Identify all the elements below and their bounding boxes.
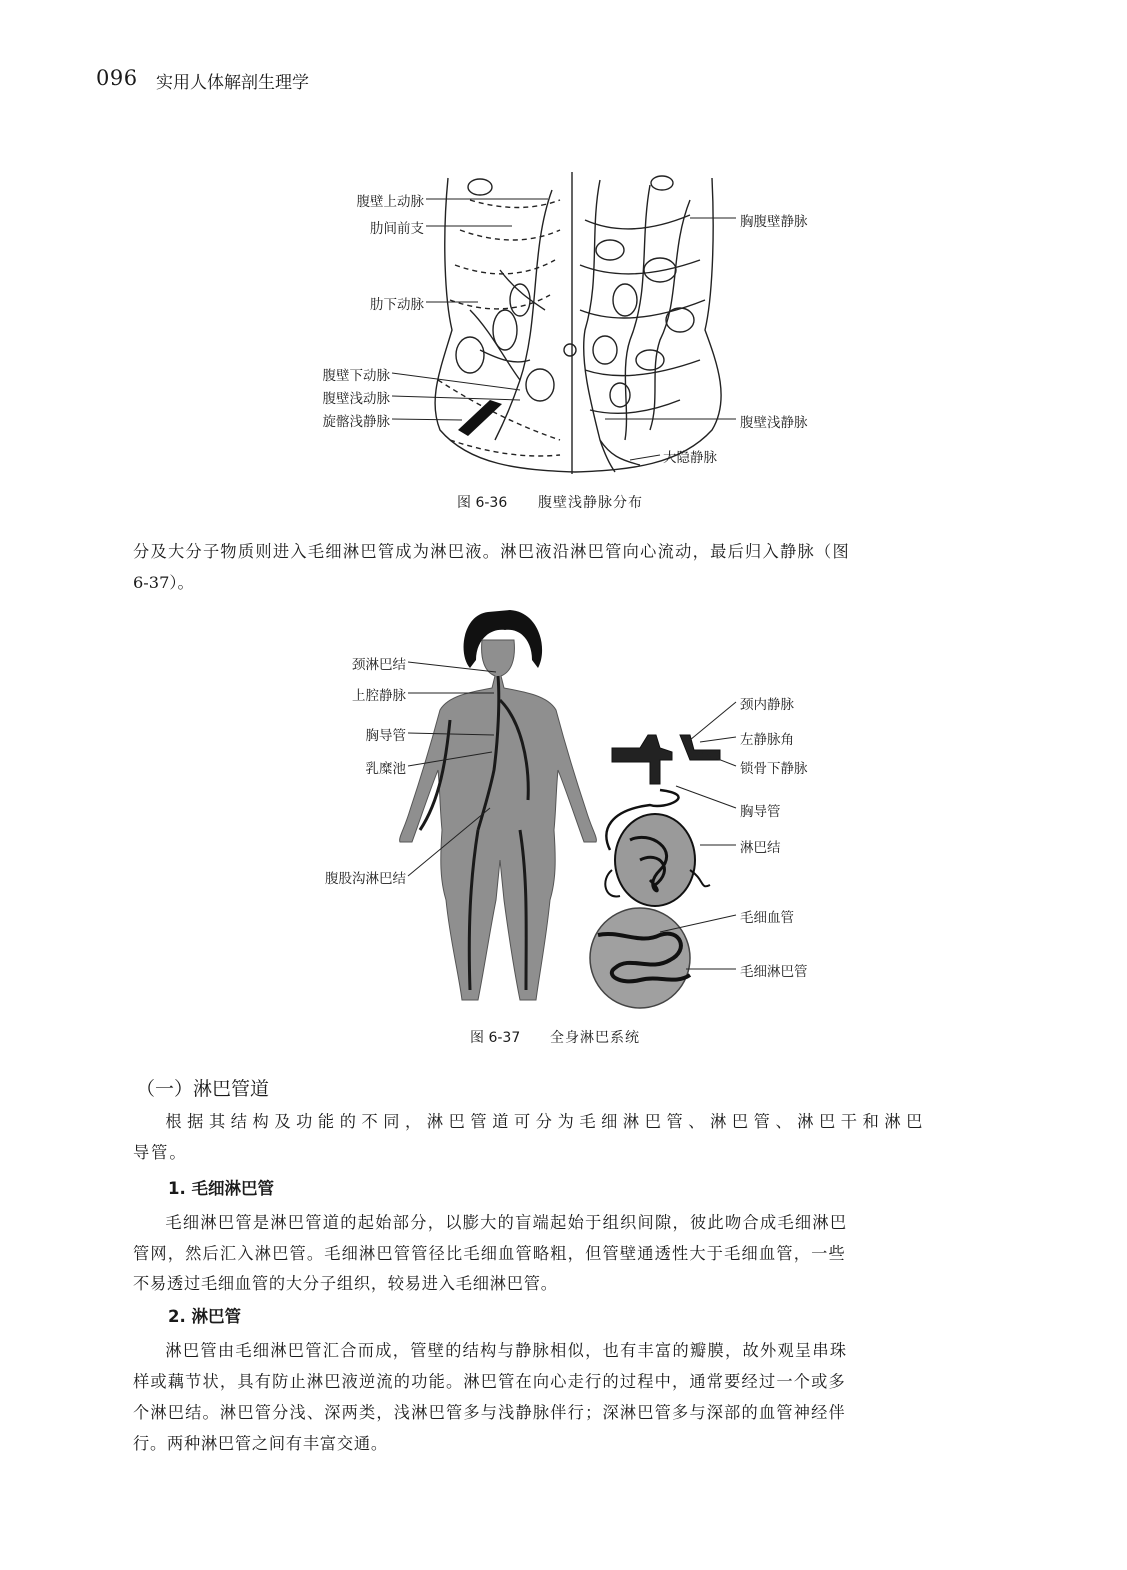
label-thoracoepigastric-vein: 胸腹壁静脉 xyxy=(740,214,808,230)
subsection-heading-2: 2. 淋巴管 xyxy=(168,1307,241,1326)
page-number: 096 xyxy=(96,66,138,90)
figure-6-37-caption-number: 图 6-37 xyxy=(470,1030,521,1046)
label-great-saphenous-vein: 大隐静脉 xyxy=(663,450,717,466)
label-left-venous-angle: 左静脉角 xyxy=(740,732,794,748)
paragraph-line: 淋巴管由毛细淋巴管汇合而成，管壁的结构与静脉相似，也有丰富的瓣膜，故外观呈串珠 xyxy=(165,1341,848,1360)
figure-6-36-caption-number: 图 6-36 xyxy=(457,495,508,511)
label-superior-vena-cava: 上腔静脉 xyxy=(352,688,406,704)
label-superficial-epigastric-vein: 腹壁浅静脉 xyxy=(740,415,808,431)
label-lymph-node: 淋巴结 xyxy=(740,840,781,856)
paragraph-line: 管网，然后汇入淋巴管。毛细淋巴管管径比毛细血管略粗，但管壁通透性大于毛细血管，一些 xyxy=(133,1244,846,1263)
label-subcostal-artery: 肋下动脉 xyxy=(370,297,424,313)
label-superficial-epigastric-artery: 腹壁浅动脉 xyxy=(322,391,390,407)
label-inguinal-lymph-nodes: 腹股沟淋巴结 xyxy=(325,871,406,887)
paragraph-line: 行。两种淋巴管之间有丰富交通。 xyxy=(133,1434,388,1453)
figure-6-37-caption-text: 全身淋巴系统 xyxy=(550,1030,640,1046)
paragraph-line: 不易透过毛细血管的大分子组织，较易进入毛细淋巴管。 xyxy=(133,1274,558,1293)
paragraph-line: 样或藕节状，具有防止淋巴液逆流的功能。淋巴管在向心走行的过程中，通常要经过一个或多 xyxy=(133,1372,846,1391)
paragraph-line: 分及大分子物质则进入毛细淋巴管成为淋巴液。淋巴液沿淋巴管向心流动，最后归入静脉（图 xyxy=(133,542,850,561)
section-heading: （一）淋巴管道 xyxy=(136,1078,270,1100)
label-cisterna-chyli: 乳糜池 xyxy=(365,761,406,777)
label-superficial-circumflex-iliac-vein: 旋髂浅静脉 xyxy=(322,414,390,430)
subsection-heading-1: 1. 毛细淋巴管 xyxy=(168,1179,274,1198)
label-thoracic-duct-right: 胸导管 xyxy=(740,804,781,820)
label-internal-jugular-vein: 颈内静脉 xyxy=(740,697,794,713)
label-inferior-epigastric-artery: 腹壁下动脉 xyxy=(322,368,390,384)
book-title: 实用人体解剖生理学 xyxy=(156,73,309,93)
paragraph-line: 6-37）。 xyxy=(133,573,194,592)
label-lymphatic-capillary: 毛细淋巴管 xyxy=(740,964,808,980)
paragraph-line: 导管。 xyxy=(133,1143,188,1162)
figure-6-36-caption-text: 腹壁浅静脉分布 xyxy=(538,495,643,511)
label-subclavian-vein: 锁骨下静脉 xyxy=(740,761,808,777)
paragraph-line: 个淋巴结。淋巴管分浅、深两类，浅淋巴管多与浅静脉伴行；深淋巴管多与深部的血管神经伴 xyxy=(133,1403,846,1422)
paragraph-line: 毛细淋巴管是淋巴管道的起始部分，以膨大的盲端起始于组织间隙，彼此吻合成毛细淋巴 xyxy=(165,1213,848,1232)
label-capillary: 毛细血管 xyxy=(740,910,794,926)
label-anterior-intercostal-branch: 肋间前支 xyxy=(370,221,424,237)
label-cervical-lymph-nodes: 颈淋巴结 xyxy=(352,657,406,673)
label-superior-epigastric-artery: 腹壁上动脉 xyxy=(356,194,424,210)
paragraph-line: 根据其结构及功能的不同，淋巴管道可分为毛细淋巴管、淋巴管、淋巴干和淋巴 xyxy=(165,1112,928,1131)
label-thoracic-duct: 胸导管 xyxy=(365,728,406,744)
